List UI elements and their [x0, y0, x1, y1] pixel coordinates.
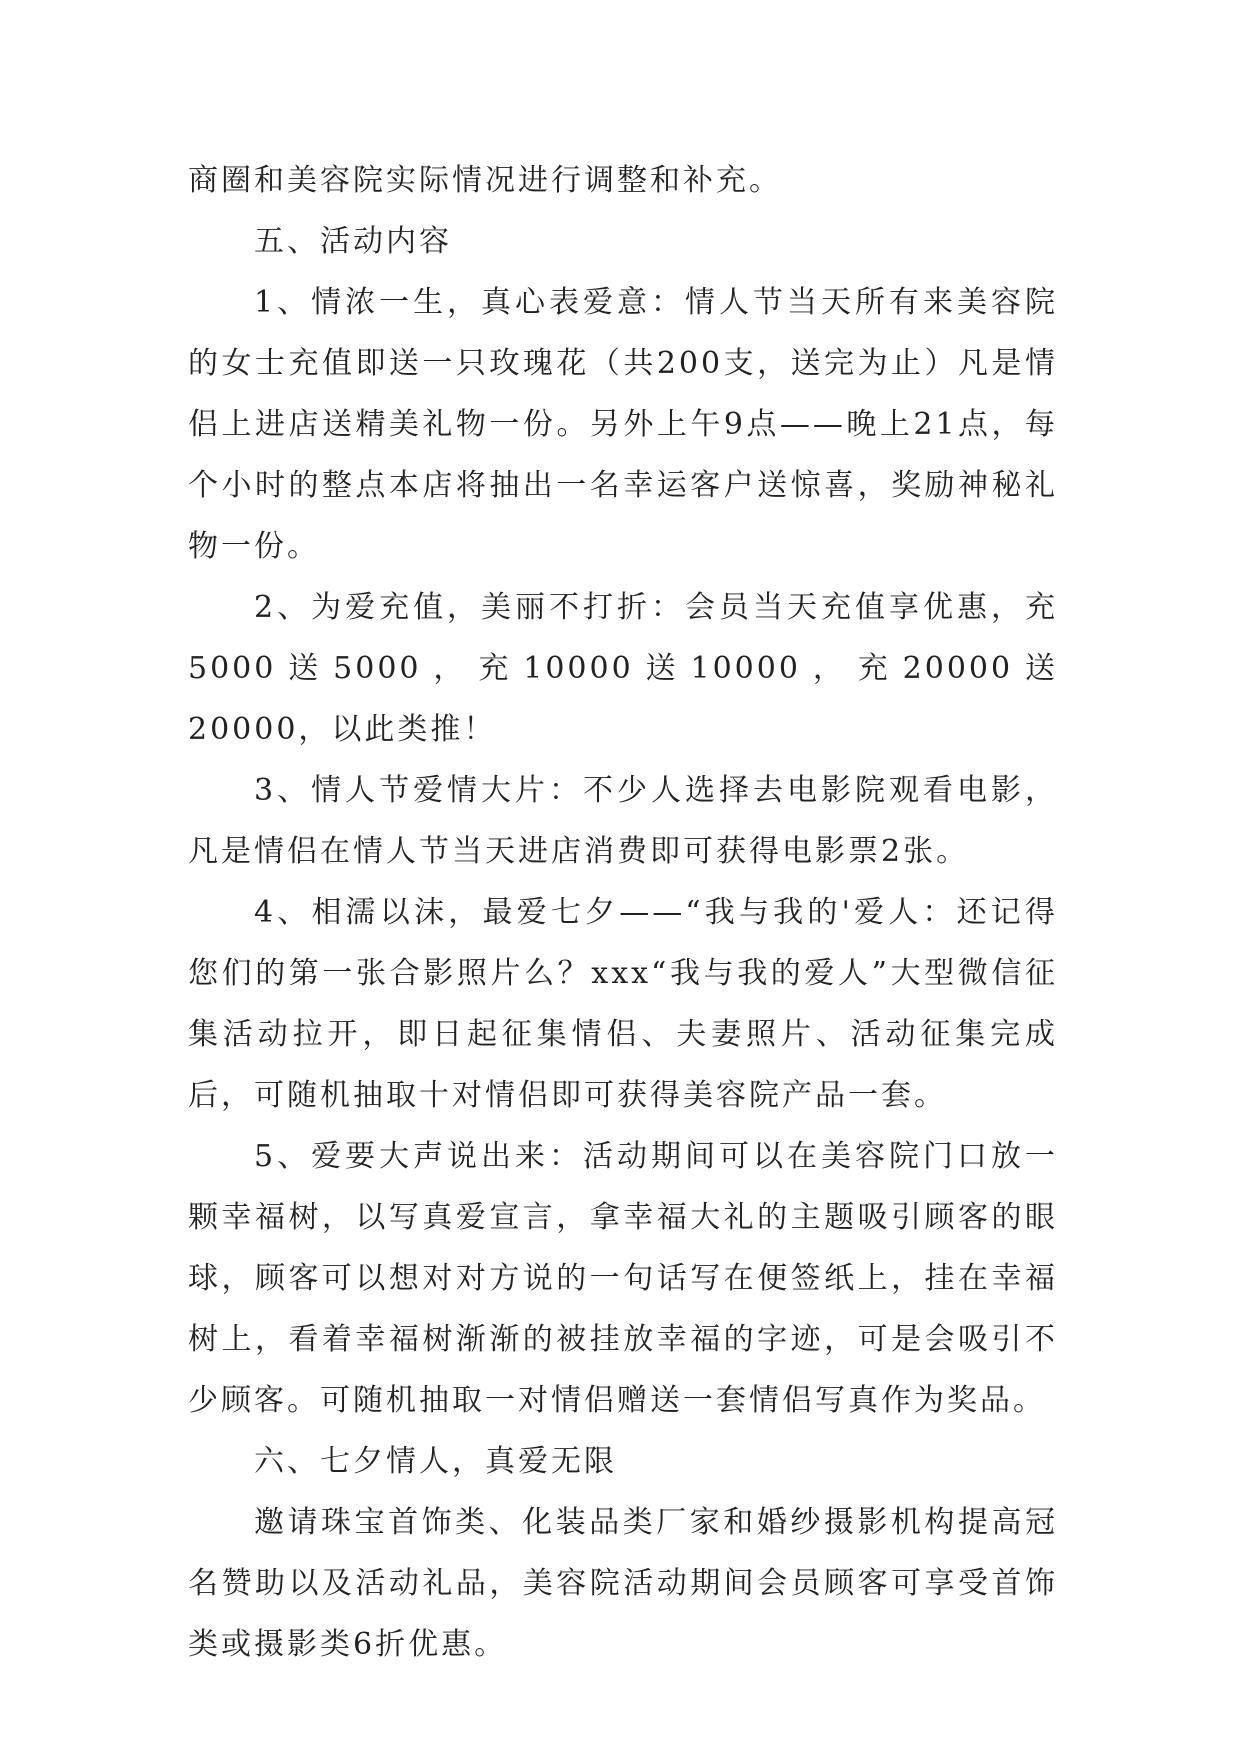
paragraph-item-1: 1、情浓一生，真心表爱意：情人节当天所有来美容院的女士充值即送一只玫瑰花（共200支，送完为止）凡是情侣上进店送精美礼物一份。另外上午9点——晚上21点，每个小时的整点本店将抽出一名幸运客户送惊喜，奖励神秘礼物一份。 — [188, 285, 1058, 564]
paragraph-sponsorship: 邀请珠宝首饰类、化装品类厂家和婚纱摄影机构提高冠名赞助以及活动礼品，美容院活动期间会员顾客可享受首饰类或摄影类6折优惠。 — [188, 1505, 1058, 1662]
paragraph-item-3: 3、情人节爱情大片：不少人选择去电影院观看电影，凡是情侣在情人节当天进店消费即可获得电影票2张。 — [188, 773, 1058, 869]
section-heading-activity-content: 五、活动内容 — [254, 224, 452, 259]
section-heading-qixi: 六、七夕情人，真爱无限 — [254, 1444, 617, 1479]
paragraph-item-2: 2、为爱充值，美丽不打折：会员当天充值享优惠，充5000送5000，充10000送10000，充20000送20000，以此类推！ — [188, 590, 1058, 747]
paragraph-item-4: 4、相濡以沫，最爱七夕——“我与我的'爱人：还记得您们的第一张合影照片么？xxx“我与我的爱人”大型微信征集活动拉开，即日起征集情侣、夫妻照片、活动征集完成后，可随机抽取十对情侣即可获得美容院产品一套。 — [188, 895, 1058, 1113]
paragraph-continuation: 商圈和美容院实际情况进行调整和补充。 — [188, 163, 782, 198]
document-body — [188, 150, 1058, 1675]
paragraph-item-5: 5、爱要大声说出来：活动期间可以在美容院门口放一颗幸福树，以写真爱宣言，拿幸福大礼的主题吸引顾客的眼球，顾客可以想对对方说的一句话写在便签纸上，挂在幸福树上，看着幸福树渐渐的被挂放幸福的字迹，可是会吸引不少顾客。可随机抽取一对情侣赠送一套情侣写真作为奖品。 — [188, 1139, 1058, 1418]
